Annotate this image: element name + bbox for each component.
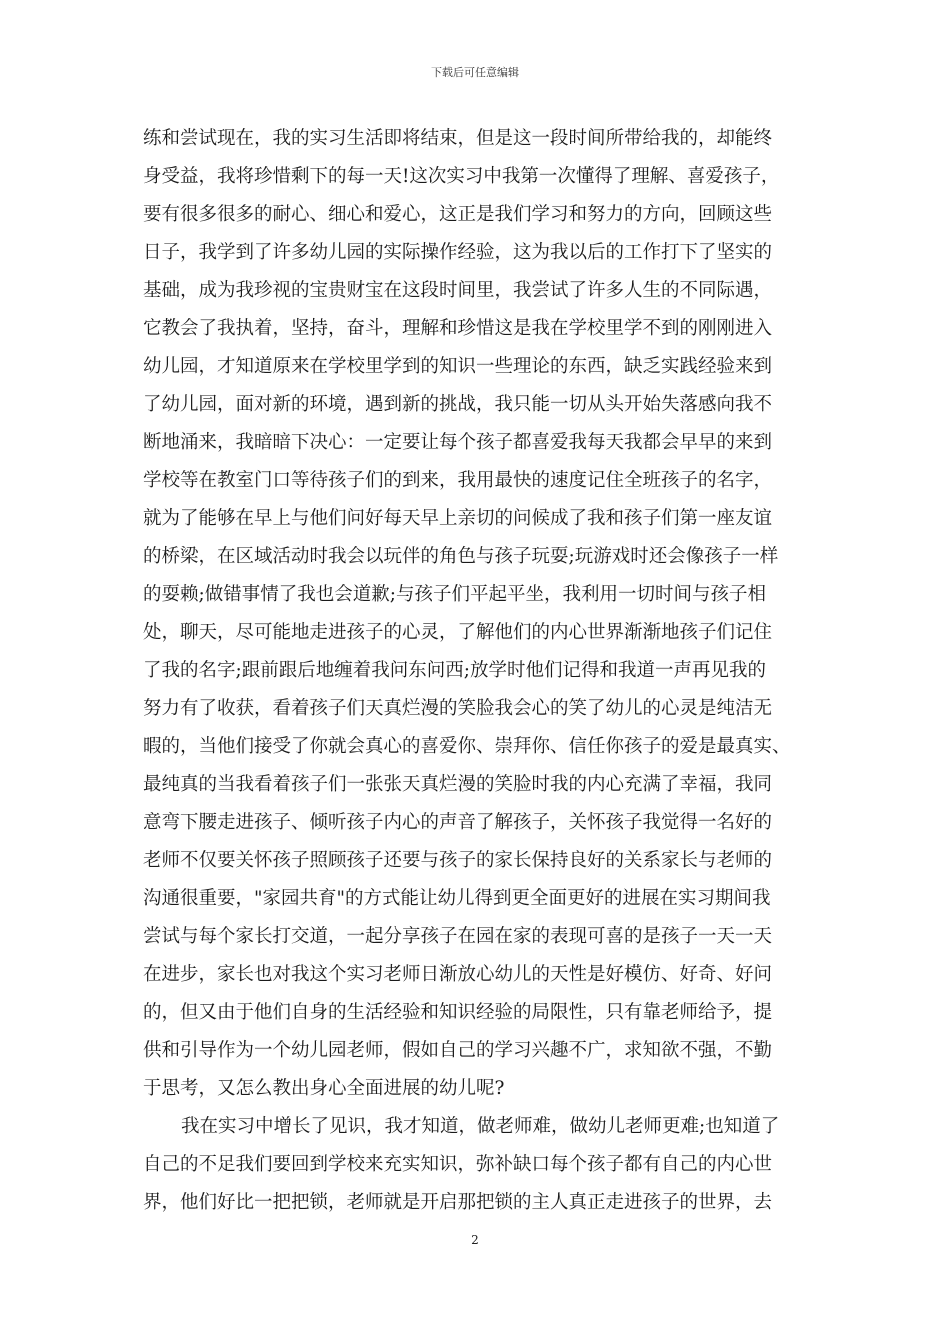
text-line: 最纯真的当我看着孩子们一张张天真烂漫的笑脸时我的内心充满了幸福，我同: [143, 774, 773, 795]
paragraph-first-line: 我在实习中增长了见识，我才知道，做老师难，做幼儿老师更难;也知道了: [181, 1116, 780, 1137]
text-line: 它教会了我执着，坚持，奋斗，理解和珍惜这是我在学校里学不到的刚刚进入: [143, 318, 773, 339]
text-line: 练和尝试现在，我的实习生活即将结束，但是这一段时间所带给我的，却能终: [143, 128, 773, 149]
text-line: 了我的名字;跟前跟后地缠着我问东问西;放学时他们记得和我道一声再见我的: [143, 660, 766, 681]
page-header: 下载后可任意编辑: [431, 66, 519, 79]
body-text: [143, 120, 807, 1222]
text-line: 供和引导作为一个幼儿园老师，假如自己的学习兴趣不广，求知欲不强，不勤: [143, 1040, 773, 1061]
text-line: 身受益，我将珍惜剩下的每一天!这次实习中我第一次懂得了理解、喜爱孩子，: [143, 166, 780, 187]
text-line: 就为了能够在早上与他们问好每天早上亲切的问候成了我和孩子们第一座友谊: [143, 508, 773, 529]
text-line: 的桥梁，在区域活动时我会以玩伴的角色与孩子玩耍;玩游戏时还会像孩子一样: [143, 546, 779, 567]
text-line: 努力有了收获，看着孩子们天真烂漫的笑脸我会心的笑了幼儿的心灵是纯洁无: [143, 698, 773, 719]
text-line: 处，聊天，尽可能地走进孩子的心灵，了解他们的内心世界渐渐地孩子们记住: [143, 622, 773, 643]
text-line: 在进步，家长也对我这个实习老师日渐放心幼儿的天性是好模仿、好奇、好问: [143, 964, 773, 985]
text-line: 幼儿园，才知道原来在学校里学到的知识一些理论的东西，缺乏实践经验来到: [143, 356, 773, 377]
text-line: 断地涌来，我暗暗下决心：一定要让每个孩子都喜爱我每天我都会早早的来到: [143, 432, 773, 453]
text-line: 基础，成为我珍视的宝贵财宝在这段时间里，我尝试了许多人生的不同际遇，: [143, 280, 773, 301]
text-line: 界，他们好比一把把锁，老师就是开启那把锁的主人真正走进孩子的世界，去: [143, 1192, 773, 1213]
text-line: 自己的不足我们要回到学校来充实知识，弥补缺口每个孩子都有自己的内心世: [143, 1154, 773, 1175]
text-line: 日子，我学到了许多幼儿园的实际操作经验，这为我以后的工作打下了坚实的: [143, 242, 773, 263]
text-line: 了幼儿园，面对新的环境，遇到新的挑战，我只能一切从头开始失落感向我不: [143, 394, 773, 415]
text-line: 意弯下腰走进孩子、倾听孩子内心的声音了解孩子，关怀孩子我觉得一名好的: [143, 812, 773, 833]
text-line: 沟通很重要，"家园共育"的方式能让幼儿得到更全面更好的进展在实习期间我: [143, 888, 771, 909]
text-line: 的耍赖;做错事情了我也会道歉;与孩子们平起平坐，我利用一切时间与孩子相: [143, 584, 766, 605]
text-line: 学校等在教室门口等待孩子们的到来，我用最快的速度记住全班孩子的名字，: [143, 470, 773, 491]
text-line: 老师不仅要关怀孩子照顾孩子还要与孩子的家长保持良好的关系家长与老师的: [143, 850, 773, 871]
text-line: 暇的，当他们接受了你就会真心的喜爱你、崇拜你、信任你孩子的爱是最真实、: [143, 736, 791, 757]
page-number: 2: [471, 1233, 479, 1247]
text-line: 的，但又由于他们自身的生活经验和知识经验的局限性，只有靠老师给予，提: [143, 1002, 773, 1023]
text-line: 于思考，又怎么教出身心全面进展的幼儿呢?: [143, 1078, 505, 1099]
text-line: 要有很多很多的耐心、细心和爱心，这正是我们学习和努力的方向，回顾这些: [143, 204, 773, 225]
text-line: 尝试与每个家长打交道，一起分享孩子在园在家的表现可喜的是孩子一天一天: [143, 926, 773, 947]
